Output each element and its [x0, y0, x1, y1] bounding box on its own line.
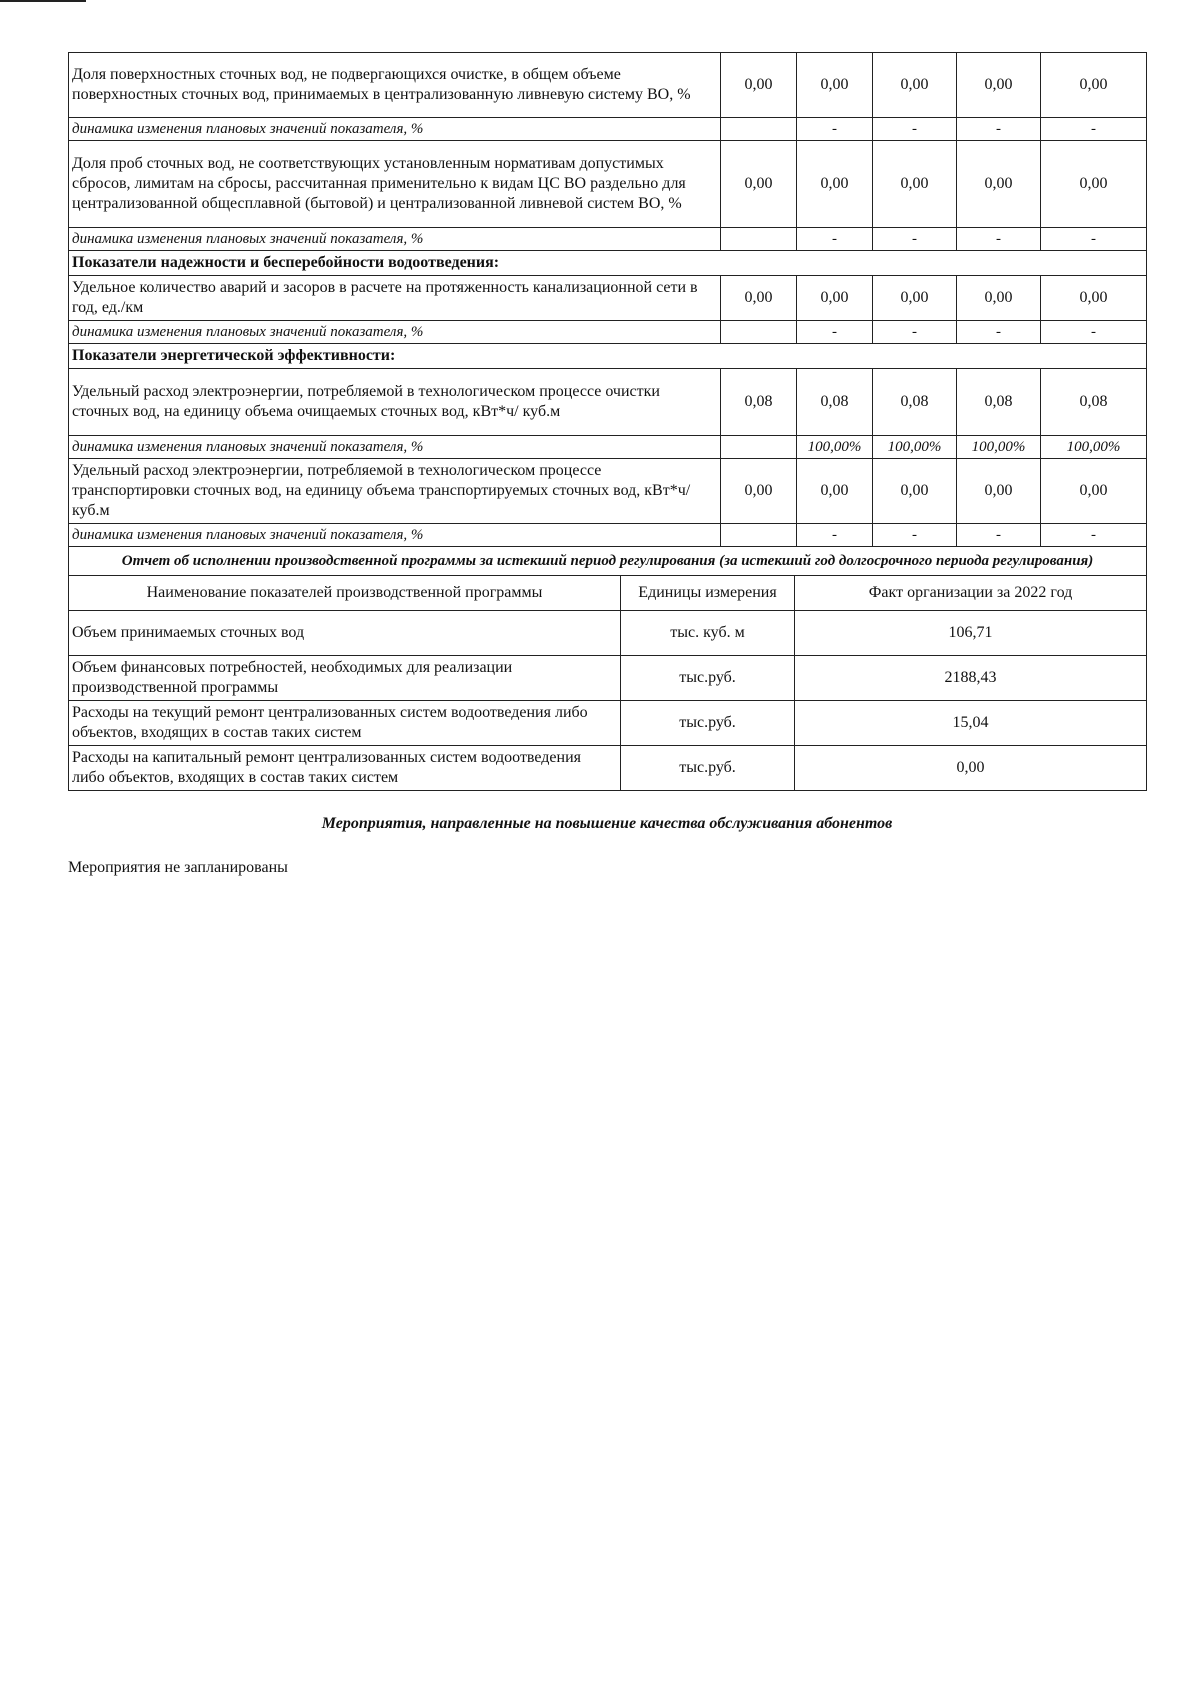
- header-unit: Единицы измерения: [621, 575, 795, 610]
- report-fact: 106,71: [795, 610, 1147, 655]
- dynamics-label: динамика изменения плановых значений показателя, %: [69, 228, 721, 251]
- indicator-value: 0,00: [1041, 53, 1147, 118]
- indicator-value: 0,08: [873, 369, 957, 436]
- dynamics-label: динамика изменения плановых значений показателя, %: [69, 321, 721, 344]
- report-unit: тыс.руб.: [621, 745, 795, 790]
- indicator-value: 0,00: [797, 276, 873, 321]
- header-fact: Факт организации за 2022 год: [795, 575, 1147, 610]
- indicator-value: 0,00: [873, 53, 957, 118]
- dynamics-value: [721, 524, 797, 547]
- report-name: Объем принимаемых сточных вод: [69, 610, 621, 655]
- table-row: [69, 655, 1147, 700]
- dynamics-label: динамика изменения плановых значений показателя, %: [69, 436, 721, 459]
- indicator-value: 0,00: [721, 276, 797, 321]
- report-title: Отчет об исполнении производственной программы за истекший период регулирования (за истекший год долгосрочного периода регулирования): [69, 546, 1147, 575]
- indicator-value: 0,00: [957, 53, 1041, 118]
- report-fact: 2188,43: [795, 655, 1147, 700]
- table-row: [69, 700, 1147, 745]
- measures-heading: Мероприятия, направленные на повышение качества обслуживания абонентов: [321, 814, 893, 832]
- section-row: [69, 251, 1147, 276]
- indicator-value: 0,08: [1041, 369, 1147, 436]
- indicator-desc: Удельный расход электроэнергии, потребляемой в технологическом процессе очистки сточных вод, на единицу объема очищаемых сточных вод, кВт*ч/ куб.м: [69, 369, 721, 436]
- dynamics-value: -: [873, 118, 957, 141]
- indicator-value: 0,00: [721, 141, 797, 228]
- section-title: Показатели надежности и бесперебойности водоотведения:: [69, 251, 1147, 276]
- top-rule: [0, 0, 86, 2]
- report-title-row: [69, 546, 1147, 575]
- dynamics-value: -: [797, 524, 873, 547]
- report-unit: тыс.руб.: [621, 700, 795, 745]
- indicator-value: 0,08: [797, 369, 873, 436]
- indicator-value: 0,08: [721, 369, 797, 436]
- dynamics-value: 100,00%: [797, 436, 873, 459]
- dynamics-value: -: [1041, 118, 1147, 141]
- dynamics-value: -: [873, 321, 957, 344]
- report-header-row: [69, 575, 1147, 610]
- report-name: Расходы на текущий ремонт централизованных систем водоотведения либо объектов, входящих в состав таких систем: [69, 700, 621, 745]
- dynamics-value: -: [797, 321, 873, 344]
- table-row: [69, 369, 1147, 436]
- indicator-value: 0,00: [797, 141, 873, 228]
- dynamics-value: -: [957, 524, 1041, 547]
- report-fact: 0,00: [795, 745, 1147, 790]
- table-row: [69, 321, 1147, 344]
- dynamics-value: 100,00%: [1041, 436, 1147, 459]
- report-fact: 15,04: [795, 700, 1147, 745]
- dynamics-value: -: [1041, 228, 1147, 251]
- dynamics-value: 100,00%: [873, 436, 957, 459]
- table-row: [69, 53, 1147, 118]
- dynamics-value: -: [797, 228, 873, 251]
- indicator-value: 0,00: [957, 459, 1041, 524]
- dynamics-value: -: [873, 228, 957, 251]
- table-row: [69, 745, 1147, 790]
- dynamics-value: [721, 436, 797, 459]
- dynamics-value: [721, 228, 797, 251]
- table-row: [69, 141, 1147, 228]
- section-title: Показатели энергетической эффективности:: [69, 344, 1147, 369]
- dynamics-value: -: [957, 321, 1041, 344]
- dynamics-value: 100,00%: [957, 436, 1041, 459]
- indicator-desc: Удельный расход электроэнергии, потребляемой в технологическом процессе транспортировки сточных вод, на единицу объема транспортируемых сточных вод, кВт*ч/ куб.м: [69, 459, 721, 524]
- indicator-value: 0,00: [873, 459, 957, 524]
- table-row: [69, 118, 1147, 141]
- indicator-value: 0,00: [1041, 459, 1147, 524]
- dynamics-value: [721, 321, 797, 344]
- header-name: Наименование показателей производственной программы: [69, 575, 621, 610]
- indicator-value: 0,00: [721, 53, 797, 118]
- measures-text: Мероприятия не запланированы: [68, 858, 288, 876]
- table-row: [69, 228, 1147, 251]
- report-table: [68, 546, 1147, 791]
- report-name: Объем финансовых потребностей, необходимых для реализации производственной программы: [69, 655, 621, 700]
- indicator-value: 0,00: [873, 141, 957, 228]
- indicator-value: 0,00: [1041, 141, 1147, 228]
- report-unit: тыс.руб.: [621, 655, 795, 700]
- indicator-value: 0,00: [957, 141, 1041, 228]
- report-name: Расходы на капитальный ремонт централизованных систем водоотведения либо объектов, входящих в состав таких систем: [69, 745, 621, 790]
- indicator-value: 0,00: [721, 459, 797, 524]
- report-unit: тыс. куб. м: [621, 610, 795, 655]
- dynamics-value: -: [1041, 321, 1147, 344]
- dynamics-value: -: [957, 228, 1041, 251]
- indicator-value: 0,08: [957, 369, 1041, 436]
- table-row: [69, 610, 1147, 655]
- indicator-value: 0,00: [957, 276, 1041, 321]
- page: [68, 52, 1146, 877]
- indicator-value: 0,00: [797, 459, 873, 524]
- indicator-desc: Доля поверхностных сточных вод, не подвергающихся очистке, в общем объеме поверхностных сточных вод, принимаемых в централизованную ливневую систему ВО, %: [69, 53, 721, 118]
- table-row: [69, 436, 1147, 459]
- table-row: [69, 459, 1147, 524]
- indicator-desc: Удельное количество аварий и засоров в расчете на протяженность канализационной сети в год, ед./км: [69, 276, 721, 321]
- indicator-value: 0,00: [1041, 276, 1147, 321]
- dynamics-value: -: [873, 524, 957, 547]
- dynamics-label: динамика изменения плановых значений показателя, %: [69, 524, 721, 547]
- dynamics-value: -: [957, 118, 1041, 141]
- dynamics-value: -: [797, 118, 873, 141]
- indicator-desc: Доля проб сточных вод, не соответствующих установленным нормативам допустимых сбросов, лимитам на сбросы, рассчитанная применительно к видам ЦС ВО раздельно для централизованной общесплавной (бытовой) и централизованной ливневой систем ВО, %: [69, 141, 721, 228]
- indicator-value: 0,00: [797, 53, 873, 118]
- dynamics-label: динамика изменения плановых значений показателя, %: [69, 118, 721, 141]
- dynamics-value: -: [1041, 524, 1147, 547]
- section-row: [69, 344, 1147, 369]
- table-row: [69, 276, 1147, 321]
- dynamics-value: [721, 118, 797, 141]
- indicators-table: [68, 52, 1147, 547]
- indicator-value: 0,00: [873, 276, 957, 321]
- table-row: [69, 524, 1147, 547]
